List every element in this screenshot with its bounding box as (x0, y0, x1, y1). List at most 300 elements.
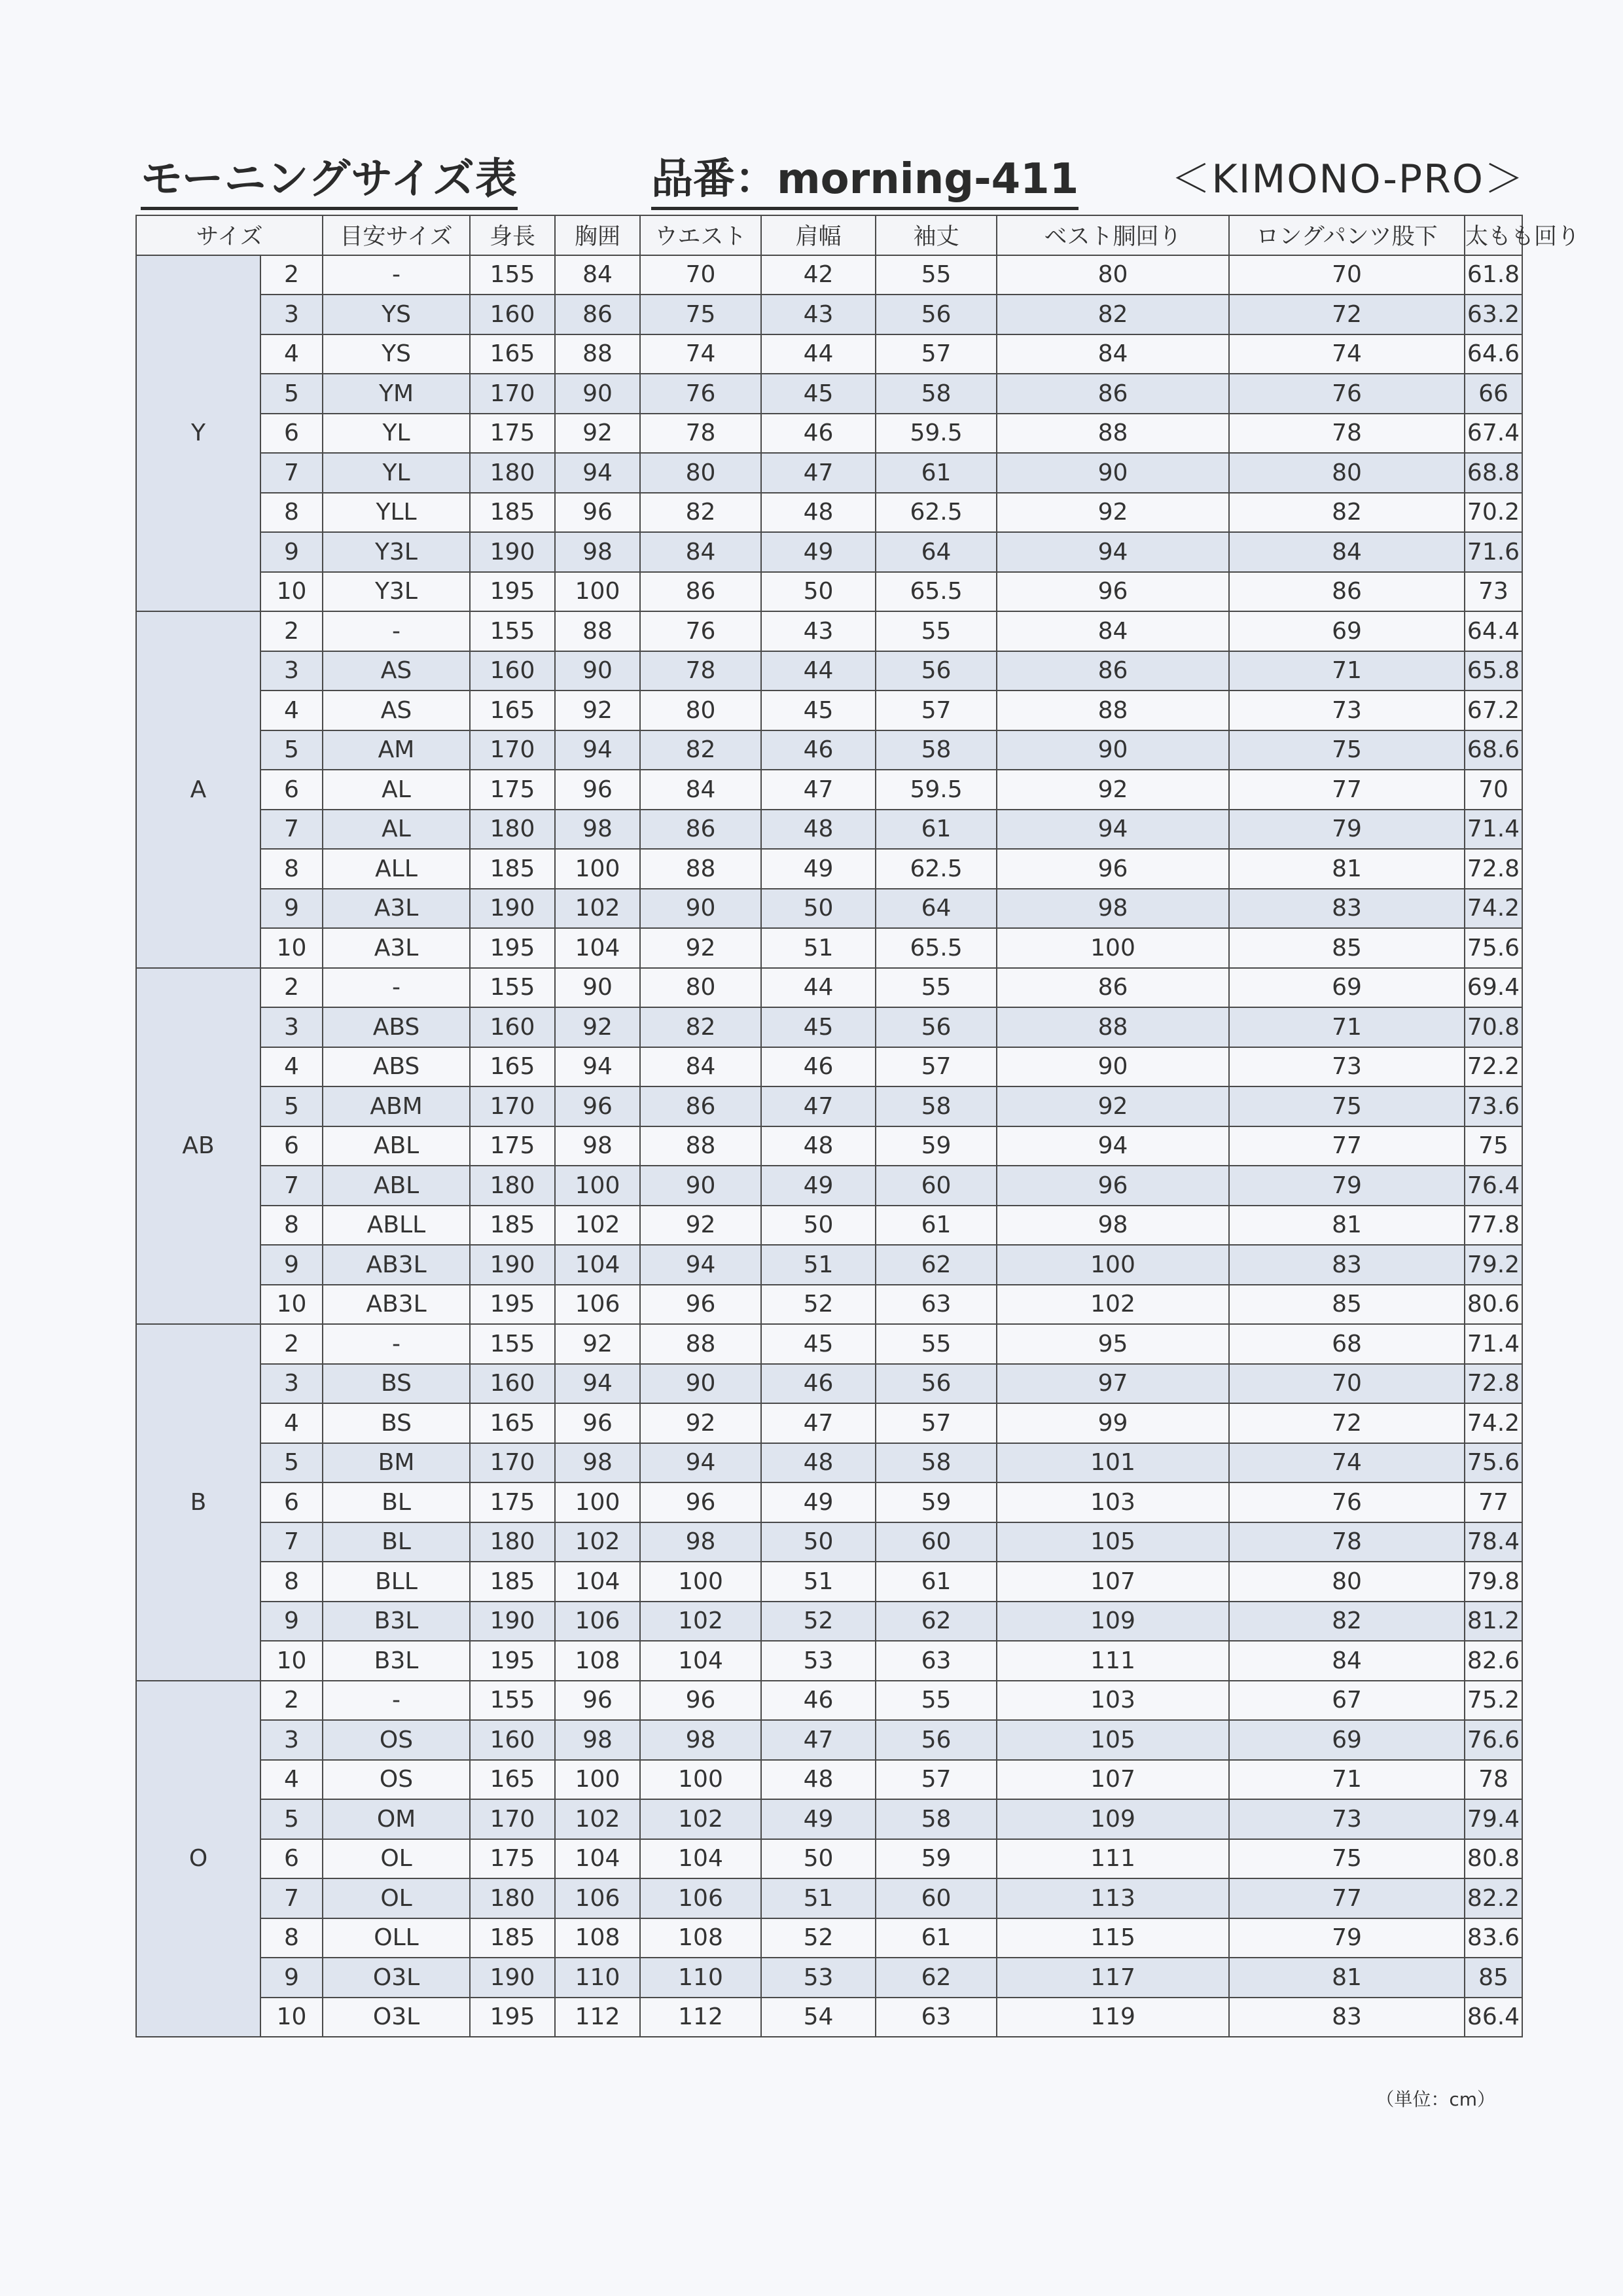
guide-size-cell: ABLL (323, 1206, 470, 1246)
measurement-cell: 82 (640, 730, 761, 770)
measurement-cell: 190 (470, 1958, 555, 1998)
measurement-cell: 100 (555, 1760, 640, 1800)
measurement-cell: 44 (761, 651, 876, 691)
measurement-cell: 190 (470, 889, 555, 929)
measurement-cell: 98 (555, 1126, 640, 1166)
size-number-cell: 5 (260, 1799, 323, 1839)
measurement-cell: 83 (1229, 1998, 1465, 2037)
measurement-cell: 45 (761, 691, 876, 730)
measurement-cell: 75 (1229, 1086, 1465, 1126)
measurement-cell: 82 (1229, 1602, 1465, 1641)
measurement-cell: 51 (761, 1562, 876, 1602)
measurement-cell: 100 (555, 572, 640, 612)
size-number-cell: 8 (260, 1918, 323, 1958)
measurement-cell: 80.8 (1465, 1839, 1522, 1879)
measurement-cell: 56 (876, 295, 997, 334)
header-cell: 目安サイズ (323, 215, 470, 255)
measurement-cell: 92 (555, 414, 640, 454)
measurement-cell: 175 (470, 1482, 555, 1522)
measurement-cell: 60 (876, 1878, 997, 1918)
measurement-cell: 185 (470, 1206, 555, 1246)
measurement-cell: 82 (640, 493, 761, 533)
measurement-cell: 175 (470, 1126, 555, 1166)
measurement-cell: 64.6 (1465, 334, 1522, 374)
measurement-cell: 90 (997, 453, 1229, 493)
measurement-cell: 96 (555, 1681, 640, 1721)
page-title: モーニングサイズ表 (141, 152, 518, 210)
measurement-cell: 99 (997, 1403, 1229, 1443)
table-row (136, 1760, 1522, 1800)
size-number-cell: 2 (260, 968, 323, 1008)
measurement-cell: 45 (761, 1007, 876, 1047)
size-number-cell: 8 (260, 1562, 323, 1602)
measurement-cell: 48 (761, 810, 876, 850)
measurement-cell: 102 (997, 1285, 1229, 1325)
measurement-cell: 73 (1229, 1047, 1465, 1087)
measurement-cell: 70.2 (1465, 493, 1522, 533)
measurement-cell: 59 (876, 1839, 997, 1879)
measurement-cell: 54 (761, 1998, 876, 2037)
measurement-cell: 79 (1229, 1918, 1465, 1958)
measurement-cell: 64 (876, 532, 997, 572)
measurement-cell: 82 (1229, 493, 1465, 533)
table-row (136, 1839, 1522, 1879)
measurement-cell: 81 (1229, 1958, 1465, 1998)
header-cell: ベスト胴回り (997, 215, 1229, 255)
table-row (136, 1998, 1522, 2037)
table-row (136, 1086, 1522, 1126)
measurement-cell: 61 (876, 1562, 997, 1602)
measurement-cell: 69 (1229, 968, 1465, 1008)
measurement-cell: 98 (640, 1522, 761, 1562)
measurement-cell: 106 (640, 1878, 761, 1918)
size-number-cell: 9 (260, 1958, 323, 1998)
table-row (136, 1007, 1522, 1047)
measurement-cell: 62 (876, 1958, 997, 1998)
measurement-cell: 94 (555, 453, 640, 493)
measurement-cell: 48 (761, 1760, 876, 1800)
measurement-cell: 57 (876, 691, 997, 730)
measurement-cell: 92 (555, 691, 640, 730)
table-row (136, 1641, 1522, 1681)
measurement-cell: 74.2 (1465, 1403, 1522, 1443)
measurement-cell: 115 (997, 1918, 1229, 1958)
measurement-cell: 46 (761, 1047, 876, 1087)
measurement-cell: 73 (1229, 1799, 1465, 1839)
measurement-cell: 90 (640, 1166, 761, 1206)
size-number-cell: 2 (260, 255, 323, 295)
measurement-cell: 75 (1465, 1126, 1522, 1166)
measurement-cell: 53 (761, 1641, 876, 1681)
measurement-cell: 48 (761, 493, 876, 533)
measurement-cell: 90 (997, 730, 1229, 770)
measurement-cell: 98 (555, 1720, 640, 1760)
measurement-cell: 77.8 (1465, 1206, 1522, 1246)
measurement-cell: 170 (470, 1443, 555, 1483)
title-row (141, 152, 1525, 211)
measurement-cell: 195 (470, 1285, 555, 1325)
guide-size-cell: O3L (323, 1998, 470, 2037)
measurement-cell: 175 (470, 770, 555, 810)
size-number-cell: 7 (260, 1878, 323, 1918)
measurement-cell: 180 (470, 1878, 555, 1918)
guide-size-cell: OL (323, 1839, 470, 1879)
measurement-cell: 75 (1229, 1839, 1465, 1879)
measurement-cell: 80 (640, 453, 761, 493)
guide-size-cell: AB3L (323, 1245, 470, 1285)
measurement-cell: 46 (761, 1364, 876, 1404)
measurement-cell: 195 (470, 1641, 555, 1681)
measurement-cell: 88 (997, 414, 1229, 454)
measurement-cell: 106 (555, 1285, 640, 1325)
size-number-cell: 8 (260, 1206, 323, 1246)
guide-size-cell: OL (323, 1878, 470, 1918)
measurement-cell: 165 (470, 334, 555, 374)
measurement-cell: 86 (640, 1086, 761, 1126)
measurement-cell: 58 (876, 1443, 997, 1483)
measurement-cell: 102 (555, 1799, 640, 1839)
measurement-cell: 100 (640, 1760, 761, 1800)
guide-size-cell: BM (323, 1443, 470, 1483)
measurement-cell: 86 (1229, 572, 1465, 612)
measurement-cell: 70 (1465, 770, 1522, 810)
guide-size-cell: YLL (323, 493, 470, 533)
measurement-cell: 63 (876, 1285, 997, 1325)
measurement-cell: 51 (761, 928, 876, 968)
header-cell: 肩幅 (761, 215, 876, 255)
measurement-cell: 46 (761, 414, 876, 454)
measurement-cell: 90 (555, 651, 640, 691)
measurement-cell: 56 (876, 651, 997, 691)
measurement-cell: 88 (640, 1126, 761, 1166)
measurement-cell: 84 (640, 770, 761, 810)
measurement-cell: 77 (1229, 770, 1465, 810)
measurement-cell: 109 (997, 1602, 1229, 1641)
measurement-cell: 72 (1229, 295, 1465, 334)
measurement-cell: 175 (470, 1839, 555, 1879)
header-cell: 袖丈 (876, 215, 997, 255)
guide-size-cell: B3L (323, 1602, 470, 1641)
measurement-cell: 90 (640, 1364, 761, 1404)
measurement-cell: 49 (761, 849, 876, 889)
measurement-cell: 108 (555, 1918, 640, 1958)
measurement-cell: 72.8 (1465, 849, 1522, 889)
measurement-cell: 96 (997, 572, 1229, 612)
measurement-cell: 90 (555, 374, 640, 414)
measurement-cell: 52 (761, 1602, 876, 1641)
unit-note: （単位：cm） (1376, 2089, 1495, 2110)
guide-size-cell: A3L (323, 889, 470, 929)
measurement-cell: 102 (640, 1602, 761, 1641)
measurement-cell: 94 (555, 1047, 640, 1087)
measurement-cell: 86 (555, 295, 640, 334)
measurement-cell: 96 (640, 1285, 761, 1325)
measurement-cell: 90 (555, 968, 640, 1008)
size-number-cell: 7 (260, 453, 323, 493)
measurement-cell: 155 (470, 255, 555, 295)
measurement-cell: 94 (555, 730, 640, 770)
measurement-cell: 69.4 (1465, 968, 1522, 1008)
size-number-cell: 3 (260, 1007, 323, 1047)
measurement-cell: 83 (1229, 889, 1465, 929)
measurement-cell: 56 (876, 1364, 997, 1404)
measurement-cell: 70 (640, 255, 761, 295)
measurement-cell: 77 (1465, 1482, 1522, 1522)
measurement-cell: 55 (876, 1681, 997, 1721)
measurement-cell: 44 (761, 334, 876, 374)
measurement-cell: 117 (997, 1958, 1229, 1998)
measurement-cell: 47 (761, 1403, 876, 1443)
measurement-cell: 94 (997, 810, 1229, 850)
measurement-cell: 47 (761, 1720, 876, 1760)
measurement-cell: 43 (761, 611, 876, 651)
measurement-cell: 52 (761, 1285, 876, 1325)
measurement-cell: 107 (997, 1562, 1229, 1602)
size-number-cell: 4 (260, 334, 323, 374)
measurement-cell: 78 (1229, 1522, 1465, 1562)
measurement-cell: 108 (555, 1641, 640, 1681)
measurement-cell: 46 (761, 730, 876, 770)
size-number-cell: 8 (260, 493, 323, 533)
size-number-cell: 9 (260, 1245, 323, 1285)
measurement-cell: 110 (555, 1958, 640, 1998)
measurement-cell: 84 (640, 532, 761, 572)
measurement-cell: 94 (640, 1245, 761, 1285)
measurement-cell: 170 (470, 730, 555, 770)
measurement-cell: 58 (876, 374, 997, 414)
measurement-cell: 80 (640, 968, 761, 1008)
measurement-cell: 111 (997, 1839, 1229, 1879)
measurement-cell: 180 (470, 453, 555, 493)
table-row (136, 1324, 1522, 1364)
measurement-cell: 180 (470, 810, 555, 850)
header-cell: 太もも回り (1465, 215, 1522, 255)
measurement-cell: 84 (997, 611, 1229, 651)
table-body (136, 255, 1522, 2037)
measurement-cell: 71.6 (1465, 532, 1522, 572)
measurement-cell: 85 (1229, 1285, 1465, 1325)
measurement-cell: 77 (1229, 1878, 1465, 1918)
measurement-cell: 100 (997, 1245, 1229, 1285)
measurement-cell: 75.6 (1465, 1443, 1522, 1483)
measurement-cell: 47 (761, 453, 876, 493)
measurement-cell: 112 (555, 1998, 640, 2037)
measurement-cell: 84 (555, 255, 640, 295)
guide-size-cell: - (323, 611, 470, 651)
measurement-cell: 101 (997, 1443, 1229, 1483)
measurement-cell: 50 (761, 1206, 876, 1246)
measurement-cell: 160 (470, 1720, 555, 1760)
measurement-cell: 98 (555, 1443, 640, 1483)
measurement-cell: 88 (555, 611, 640, 651)
measurement-cell: 49 (761, 1482, 876, 1522)
measurement-cell: 80 (1229, 1562, 1465, 1602)
measurement-cell: 170 (470, 1086, 555, 1126)
measurement-cell: 57 (876, 334, 997, 374)
measurement-cell: 70 (1229, 1364, 1465, 1404)
measurement-cell: 180 (470, 1522, 555, 1562)
table-row (136, 255, 1522, 295)
measurement-cell: 57 (876, 1403, 997, 1443)
measurement-cell: 96 (997, 849, 1229, 889)
size-number-cell: 6 (260, 1839, 323, 1879)
table-row (136, 1918, 1522, 1958)
header-cell: 身長 (470, 215, 555, 255)
measurement-cell: 76.4 (1465, 1166, 1522, 1206)
size-number-cell: 2 (260, 1324, 323, 1364)
guide-size-cell: AS (323, 691, 470, 730)
measurement-cell: 185 (470, 1918, 555, 1958)
table-row (136, 730, 1522, 770)
table-row (136, 691, 1522, 730)
measurement-cell: 185 (470, 493, 555, 533)
measurement-cell: 94 (555, 1364, 640, 1404)
measurement-cell: 185 (470, 849, 555, 889)
measurement-cell: 97 (997, 1364, 1229, 1404)
measurement-cell: 80 (640, 691, 761, 730)
measurement-cell: 170 (470, 374, 555, 414)
measurement-cell: 75.6 (1465, 928, 1522, 968)
measurement-cell: 61 (876, 810, 997, 850)
measurement-cell: 92 (555, 1007, 640, 1047)
measurement-cell: 51 (761, 1878, 876, 1918)
measurement-cell: 102 (555, 1206, 640, 1246)
measurement-cell: 98 (555, 532, 640, 572)
measurement-cell: 84 (640, 1047, 761, 1087)
measurement-cell: 46 (761, 1681, 876, 1721)
measurement-cell: 90 (997, 1047, 1229, 1087)
size-number-cell: 10 (260, 1285, 323, 1325)
guide-size-cell: Y3L (323, 532, 470, 572)
guide-size-cell: YS (323, 334, 470, 374)
table-row (136, 651, 1522, 691)
table-row (136, 889, 1522, 929)
size-number-cell: 10 (260, 1998, 323, 2037)
measurement-cell: 165 (470, 1403, 555, 1443)
measurement-cell: 84 (1229, 532, 1465, 572)
size-number-cell: 7 (260, 1522, 323, 1562)
measurement-cell: 100 (555, 1166, 640, 1206)
measurement-cell: 55 (876, 255, 997, 295)
measurement-cell: 190 (470, 532, 555, 572)
size-number-cell: 9 (260, 889, 323, 929)
measurement-cell: 78 (1465, 1760, 1522, 1800)
measurement-cell: 109 (997, 1799, 1229, 1839)
measurement-cell: 106 (555, 1602, 640, 1641)
measurement-cell: 85 (1465, 1958, 1522, 1998)
measurement-cell: 195 (470, 1998, 555, 2037)
guide-size-cell: BL (323, 1482, 470, 1522)
measurement-cell: 59 (876, 1482, 997, 1522)
measurement-cell: 68.6 (1465, 730, 1522, 770)
guide-size-cell: BS (323, 1403, 470, 1443)
size-number-cell: 4 (260, 1047, 323, 1087)
measurement-cell: 71.4 (1465, 1324, 1522, 1364)
size-number-cell: 3 (260, 1364, 323, 1404)
measurement-cell: 90 (640, 889, 761, 929)
size-number-cell: 7 (260, 1166, 323, 1206)
measurement-cell: 49 (761, 1166, 876, 1206)
size-number-cell: 4 (260, 691, 323, 730)
measurement-cell: 119 (997, 1998, 1229, 2037)
measurement-cell: 83 (1229, 1245, 1465, 1285)
measurement-cell: 67.4 (1465, 414, 1522, 454)
product-code: 品番：morning-411 (651, 152, 1079, 210)
measurement-cell: 74.2 (1465, 889, 1522, 929)
size-number-cell: 3 (260, 1720, 323, 1760)
size-number-cell: 2 (260, 611, 323, 651)
measurement-cell: 95 (997, 1324, 1229, 1364)
guide-size-cell: BLL (323, 1562, 470, 1602)
measurement-cell: 66 (1465, 374, 1522, 414)
size-number-cell: 5 (260, 374, 323, 414)
measurement-cell: 185 (470, 1562, 555, 1602)
table-row (136, 414, 1522, 454)
measurement-cell: 100 (555, 849, 640, 889)
size-number-cell: 6 (260, 414, 323, 454)
measurement-cell: 49 (761, 532, 876, 572)
measurement-cell: 45 (761, 1324, 876, 1364)
measurement-cell: 71 (1229, 1760, 1465, 1800)
measurement-cell: 190 (470, 1245, 555, 1285)
measurement-cell: 96 (997, 1166, 1229, 1206)
measurement-cell: 96 (555, 1086, 640, 1126)
measurement-cell: 82.2 (1465, 1878, 1522, 1918)
measurement-cell: 92 (640, 1206, 761, 1246)
measurement-cell: 107 (997, 1760, 1229, 1800)
measurement-cell: 73 (1229, 691, 1465, 730)
measurement-cell: 67 (1229, 1681, 1465, 1721)
measurement-cell: 50 (761, 1839, 876, 1879)
size-number-cell: 6 (260, 1482, 323, 1522)
table-row (136, 1522, 1522, 1562)
size-number-cell: 5 (260, 1086, 323, 1126)
measurement-cell: 81.2 (1465, 1602, 1522, 1641)
measurement-cell: 74 (1229, 334, 1465, 374)
measurement-cell: 96 (640, 1482, 761, 1522)
measurement-cell: 160 (470, 1007, 555, 1047)
measurement-cell: 59.5 (876, 414, 997, 454)
guide-size-cell: OM (323, 1799, 470, 1839)
measurement-cell: 96 (555, 493, 640, 533)
measurement-cell: 102 (555, 889, 640, 929)
measurement-cell: 82 (640, 1007, 761, 1047)
size-group-cell: A (136, 611, 260, 968)
measurement-cell: 58 (876, 1086, 997, 1126)
measurement-cell: 48 (761, 1126, 876, 1166)
measurement-cell: 70.8 (1465, 1007, 1522, 1047)
measurement-cell: 57 (876, 1760, 997, 1800)
measurement-cell: 110 (640, 1958, 761, 1998)
guide-size-cell: ABL (323, 1166, 470, 1206)
measurement-cell: 70 (1229, 255, 1465, 295)
measurement-cell: 88 (640, 1324, 761, 1364)
measurement-cell: 180 (470, 1166, 555, 1206)
measurement-cell: 78 (640, 414, 761, 454)
header-row (136, 215, 1522, 255)
guide-size-cell: O3L (323, 1958, 470, 1998)
table-row (136, 1364, 1522, 1404)
measurement-cell: 43 (761, 295, 876, 334)
measurement-cell: 63 (876, 1641, 997, 1681)
guide-size-cell: - (323, 968, 470, 1008)
size-group-cell: B (136, 1324, 260, 1681)
measurement-cell: 92 (997, 1086, 1229, 1126)
measurement-cell: 105 (997, 1720, 1229, 1760)
measurement-cell: 51 (761, 1245, 876, 1285)
measurement-cell: 64 (876, 889, 997, 929)
table-row (136, 1206, 1522, 1246)
